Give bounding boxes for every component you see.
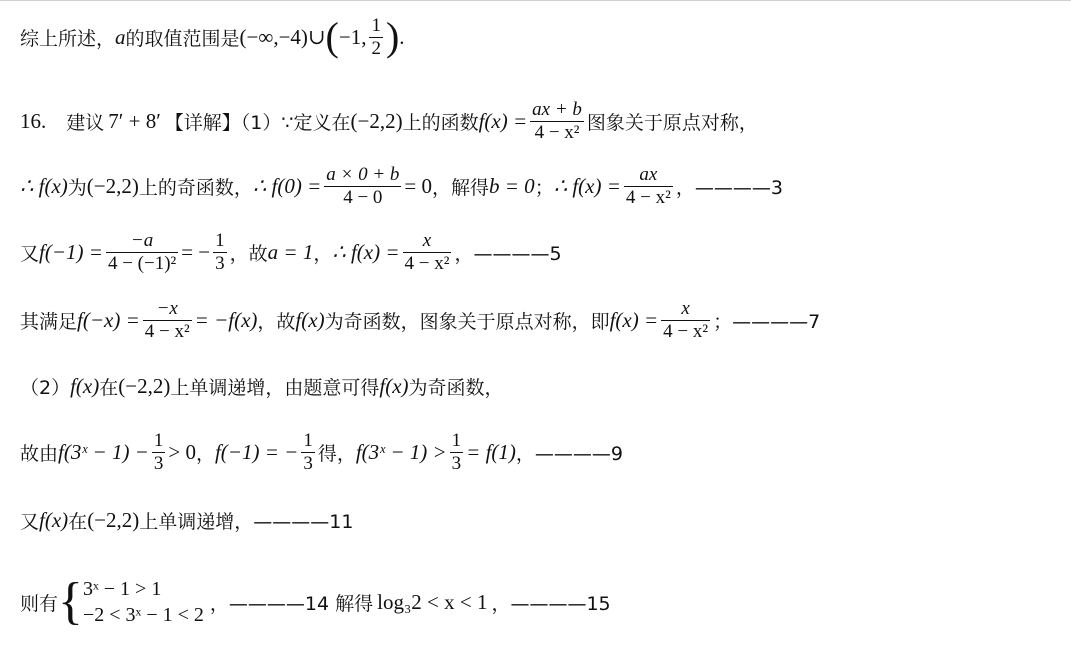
numerator: x (681, 297, 690, 319)
denominator: 4 − x² (404, 252, 450, 274)
text: 综上所述， (20, 27, 116, 50)
fraction (530, 99, 584, 144)
numerator: 1 (215, 229, 225, 251)
numerator: 1 (451, 429, 462, 451)
line-1 (20, 6, 405, 68)
text: ； (534, 176, 554, 199)
denominator: 4 − x² (663, 320, 709, 342)
denominator: 3 (303, 452, 313, 474)
math: b = 0 (489, 173, 535, 198)
problem-number: 16. (20, 108, 47, 133)
text: ，故 (229, 242, 268, 265)
text: 在 (68, 510, 88, 533)
math: ∴ f(0) = (252, 173, 322, 198)
denominator: 4 − x² (534, 121, 580, 143)
math: f(x) (70, 373, 100, 398)
numerator: 1 (153, 429, 164, 451)
fraction (403, 230, 452, 275)
paren-open: ( (325, 14, 339, 59)
math: ∴ f(x) = (553, 173, 621, 198)
system-row: 3ˣ − 1 > 1 (82, 578, 162, 600)
numerator: x (422, 229, 432, 251)
math: f(3ˣ − 1) − (58, 439, 149, 464)
text: 故由 (20, 442, 59, 465)
system-row: −2 < 3ˣ − 1 < 2 (82, 604, 204, 626)
fraction (450, 430, 464, 475)
numerator: a × 0 + b (326, 163, 400, 185)
math: ∴ f(x) = (332, 239, 400, 264)
math: f(−1) = (39, 239, 103, 264)
math: a = 1 (267, 239, 314, 264)
text: 上单调递增，————11 (139, 510, 354, 533)
math: (−2,2) (118, 373, 171, 398)
math: 7′ + 8′ (108, 108, 161, 133)
math: −1, (338, 24, 367, 49)
text: 上单调递增，由题意可得 (170, 376, 380, 399)
math: ∴ f(x) (20, 173, 68, 198)
inequality-system (83, 576, 204, 628)
text: ，————5 (454, 242, 562, 265)
fraction (213, 230, 227, 275)
text: ， (313, 242, 333, 265)
math: a (115, 24, 126, 49)
math: f(x) = (609, 307, 659, 332)
math: (−2,2) (350, 108, 403, 133)
text: . (399, 24, 405, 49)
math: log₃2 < x < 1 (377, 589, 488, 614)
math: (−2,2) (86, 173, 139, 198)
fraction (106, 230, 178, 275)
math: f(x) (295, 307, 325, 332)
paren-close: ) (385, 14, 400, 59)
math: = −f(x) (194, 307, 258, 332)
denominator: 3 (451, 452, 462, 474)
denominator: 4 − x² (144, 320, 190, 342)
math: f(−1) = − (214, 439, 299, 464)
denominator: 2 (371, 37, 381, 59)
text: ；————7 (713, 310, 821, 333)
line-2 (20, 93, 758, 149)
text: 为奇函数， (408, 376, 504, 399)
denominator: 4 − (−1)² (107, 252, 177, 274)
text: 图象关于原点对称， (586, 111, 758, 134)
text: 为奇函数，图象关于原点对称，即 (324, 310, 610, 333)
fraction (369, 15, 383, 60)
numerator: −x (156, 297, 178, 319)
line-5 (20, 292, 820, 348)
text: 的取值范围是 (125, 27, 240, 50)
numerator: 1 (371, 14, 381, 36)
text: ，故 (257, 310, 296, 333)
text: ，————15 (491, 592, 611, 615)
left-brace: { (58, 573, 83, 630)
text: 则有 (20, 592, 59, 615)
math: f(x) (39, 507, 69, 532)
math: f(3ˣ − 1) > (355, 439, 447, 464)
numerator: −a (130, 229, 154, 251)
top-rule (0, 0, 1071, 1)
text: ，解得 (432, 176, 490, 199)
text: 上的奇函数， (138, 176, 253, 199)
math: = 0 (404, 173, 432, 198)
line-9 (20, 568, 611, 636)
text: ， (195, 442, 215, 465)
denominator: 3 (215, 252, 225, 274)
fraction (143, 298, 192, 343)
text: 上的函数 (402, 111, 479, 134)
math: (−∞,−4)∪ (239, 24, 326, 49)
math: f(x) = (478, 108, 528, 133)
text: 建议 (66, 111, 105, 134)
denominator: 4 − x² (625, 186, 671, 208)
text: 为 (67, 176, 87, 199)
math: (−2,2) (87, 507, 140, 532)
text: 其满足 (20, 310, 78, 333)
math: > 0 (168, 439, 196, 464)
fraction (624, 164, 673, 209)
line-7 (20, 424, 623, 480)
fraction (301, 430, 315, 475)
numerator: ax (639, 163, 658, 185)
math: = f(1) (466, 439, 516, 464)
math: f(x) (379, 373, 409, 398)
math: = − (181, 239, 211, 264)
fraction (152, 430, 166, 475)
line-3 (20, 158, 783, 214)
numerator: ax + b (532, 98, 582, 120)
text: （2） (20, 376, 71, 399)
line-4 (20, 224, 562, 280)
fraction (661, 298, 710, 343)
text: 又 (20, 242, 40, 265)
denominator: 4 − 0 (343, 186, 383, 208)
math: f(−x) = (77, 307, 140, 332)
line-6 (20, 366, 504, 406)
text: ，————9 (515, 442, 624, 465)
text: 【详解】（1）∵定义在 (164, 111, 351, 134)
text: 又 (20, 510, 40, 533)
text: ，————3 (675, 176, 783, 199)
fraction (324, 164, 401, 209)
denominator: 3 (153, 452, 164, 474)
line-8 (20, 500, 353, 540)
text: ，————14 解得 (209, 592, 374, 615)
text: 在 (99, 376, 119, 399)
text: 得， (317, 442, 356, 465)
numerator: 1 (303, 429, 313, 451)
